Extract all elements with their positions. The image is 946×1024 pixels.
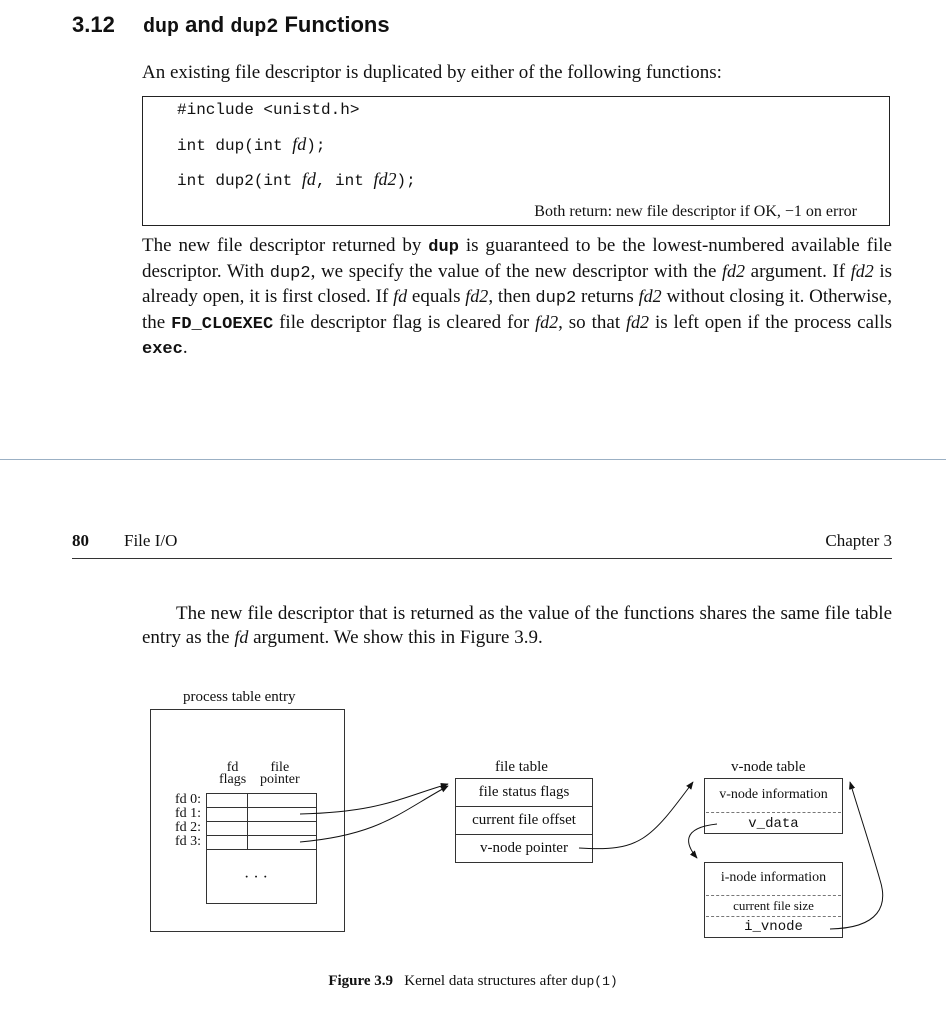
return-description: Both return: new file descriptor if OK, −1 on error xyxy=(534,203,857,220)
page-number: 80 xyxy=(72,531,89,550)
dup-prototype: int dup(int fd); xyxy=(177,134,326,155)
file-table-title: file table xyxy=(495,759,548,775)
current-file-offset: current file offset xyxy=(455,806,593,835)
vnode-information: v-node information xyxy=(719,787,828,802)
page-section: File I/O xyxy=(124,531,178,550)
vnode-pointer-arrow xyxy=(579,782,693,849)
section-number: 3.12 xyxy=(72,12,115,37)
page-chapter: Chapter 3 xyxy=(825,531,892,550)
vnode-pointer: v-node pointer xyxy=(455,834,593,863)
inode-information: i-node information xyxy=(720,870,827,885)
fd-row-label: fd 1: xyxy=(175,806,202,821)
vnode-table-title: v-node table xyxy=(731,759,806,775)
section-name-dup2: dup2 xyxy=(230,16,279,39)
figure-caption: Figure 3.9 Kernel data structures after dup(1) xyxy=(328,973,618,989)
fd-row-label: fd 2: xyxy=(175,820,202,835)
v-data-arrow xyxy=(689,824,717,858)
include-line: #include <unistd.h> xyxy=(177,101,360,119)
fd-row-label: fd 3: xyxy=(175,834,202,849)
section-name-dup: dup xyxy=(142,16,179,39)
section-connector: and xyxy=(185,12,225,37)
fd-flags-header: fd flags xyxy=(219,760,247,787)
v-data: v_data xyxy=(748,816,799,832)
fd-row-label: fd 0: xyxy=(175,792,202,807)
fd3-arrow xyxy=(300,786,448,842)
description-paragraph: The new file descriptor returned by dup is guaranteed to be the lowest-numbered available file descriptor. With dup2, we specify the value of the new descriptor with the fd2 argument. If fd2 is already open, it is first closed. If fd equals fd2, then dup2 returns fd2 without closing it. Otherwise, the FD_CLOEXEC file descriptor flag is cleared for fd2, so that fd2 is left open if the process calls exec. xyxy=(142,235,893,359)
i-vnode-arrow xyxy=(830,782,883,929)
file-status-flags: file status flags xyxy=(455,778,593,807)
file-pointer-header: file pointer xyxy=(260,760,300,787)
i-vnode: i_vnode xyxy=(744,919,803,935)
figure-intro-paragraph: The new file descriptor that is returned as the value of the functions shares the same file table entry as the fd argument. We show this in Figure 3.9. xyxy=(142,603,892,648)
current-file-size: current file size xyxy=(733,898,814,913)
dup2-prototype: int dup2(int fd, int fd2); xyxy=(177,169,416,190)
ellipsis: · · · xyxy=(244,869,268,886)
intro-text: An existing file descriptor is duplicated by either of the following functions: xyxy=(142,62,722,83)
process-table-label: process table entry xyxy=(183,689,296,705)
section-suffix: Functions xyxy=(284,12,390,37)
